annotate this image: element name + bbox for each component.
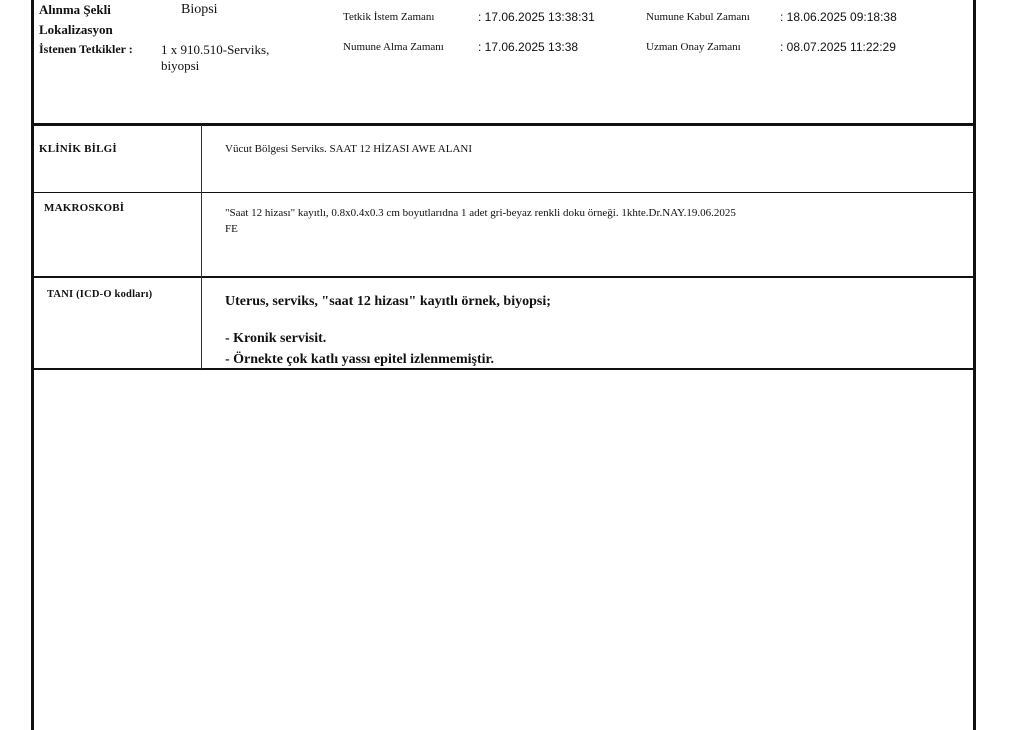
- numune-alma-label: Numune Alma Zamanı: [343, 41, 444, 53]
- istenen-tetkikler-value: 1 x 910.510-Serviks,: [161, 42, 270, 57]
- tetkik-istem-value: : 17.06.2025 13:38:31: [478, 10, 595, 24]
- lokalizasyon-label: Lokalizasyon: [39, 22, 113, 37]
- tetkik-istem-label: Tetkik İstem Zamanı: [343, 11, 435, 23]
- numune-kabul-value: : 18.06.2025 09:18:38: [780, 10, 897, 24]
- alinma-sekli-value: Biopsi: [181, 2, 218, 17]
- klinik-bilgi-text: Vücut Bölgesi Serviks. SAAT 12 HİZASI AWE ALANI: [225, 143, 473, 155]
- numune-alma-value: : 17.06.2025 13:38: [478, 40, 579, 54]
- tani-label: TANI (ICD-O kodları): [47, 289, 153, 300]
- tani-line-3: - Örnekte çok katlı yassı epitel izlenmemiştir.: [225, 352, 494, 367]
- makroskobi-divider: [31, 276, 976, 278]
- tani-line-1: Uterus, serviks, "saat 12 hizası" kayıtlı örnek, biyopsi;: [225, 294, 551, 309]
- header-divider: [31, 123, 976, 126]
- tani-line-2: - Kronik servisit.: [225, 331, 327, 346]
- klinik-bilgi-label: KLİNİK BİLGİ: [39, 143, 117, 155]
- numune-kabul-label: Numune Kabul Zamanı: [646, 11, 750, 23]
- istenen-tetkikler-value-cont: biyopsi: [161, 58, 200, 73]
- makroskobi-text: "Saat 12 hizası" kayıtlı, 0.8x0.4x0.3 cm boyutlarıdna 1 adet gri-beyaz renkli doku örneği. 1khte.Dr.NAY.19.06.2025: [225, 207, 736, 219]
- label-column-divider: [201, 125, 202, 369]
- uzman-onay-value: : 08.07.2025 11:22:29: [780, 40, 896, 54]
- alinma-sekli-label: Alınma Şekli: [39, 2, 111, 17]
- klinik-divider: [31, 192, 976, 193]
- makroskobi-text-cont: FE: [225, 223, 238, 235]
- report-frame: [31, 0, 976, 730]
- istenen-tetkikler-label: İstenen Tetkikler :: [39, 42, 133, 56]
- makroskobi-label: MAKROSKOBİ: [44, 202, 125, 214]
- uzman-onay-label: Uzman Onay Zamanı: [646, 41, 741, 53]
- tani-divider: [31, 368, 976, 370]
